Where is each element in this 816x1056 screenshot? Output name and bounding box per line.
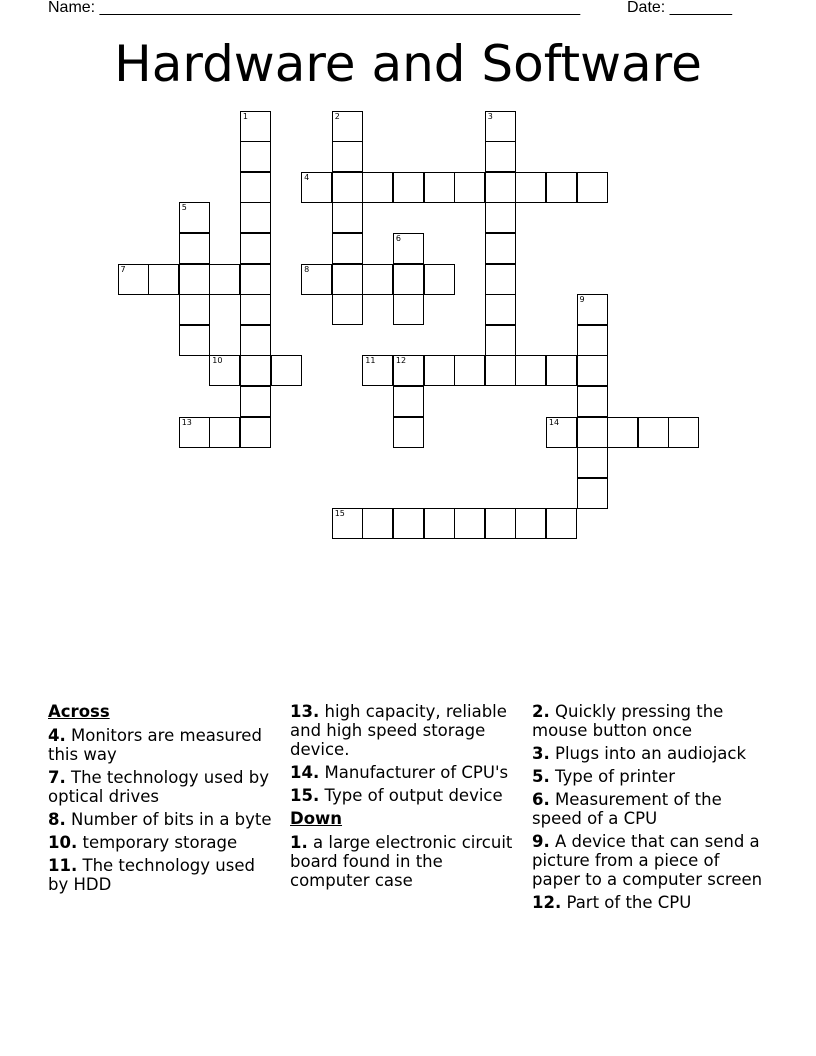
clue-number-label: 12: [395, 356, 407, 366]
down-clue-12: [532, 893, 764, 912]
crossword-cell[interactable]: [454, 355, 485, 386]
crossword-cell[interactable]: [577, 447, 608, 478]
crossword-cell[interactable]: [362, 172, 393, 203]
crossword-cell[interactable]: [332, 141, 363, 172]
clue-number-label: 3: [487, 111, 493, 121]
crossword-cell[interactable]: [577, 325, 608, 356]
crossword-cell[interactable]: [577, 386, 608, 417]
crossword-cell[interactable]: [485, 264, 516, 295]
crossword-cell[interactable]: [454, 508, 485, 539]
crossword-cell[interactable]: [577, 355, 608, 386]
crossword-cell[interactable]: [485, 508, 516, 539]
crossword-cell[interactable]: [393, 508, 424, 539]
clue-text: The technology used by optical drives: [48, 768, 269, 806]
clue-number: 8.: [48, 810, 66, 829]
clue-text: Type of printer: [555, 767, 675, 786]
down-clue-3: [532, 744, 764, 763]
clue-text: A device that can send a picture from a piece of paper to a computer screen: [532, 832, 763, 889]
clues-column-2: [290, 702, 522, 894]
clues-column-3: [532, 702, 764, 916]
crossword-cell[interactable]: [485, 355, 516, 386]
crossword-cell[interactable]: [332, 264, 363, 295]
crossword-cell[interactable]: [362, 355, 393, 386]
crossword-cell[interactable]: [577, 294, 608, 325]
crossword-cell[interactable]: [546, 355, 577, 386]
crossword-cell[interactable]: [546, 172, 577, 203]
crossword-cell[interactable]: [638, 417, 669, 448]
crossword-cell[interactable]: [240, 294, 271, 325]
clue-number-label: 13: [181, 417, 192, 427]
clue-text: Type of output device: [324, 786, 503, 805]
clue-number-label: 11: [365, 356, 376, 366]
crossword-cell[interactable]: [485, 202, 516, 233]
crossword-cell[interactable]: [424, 355, 455, 386]
clue-number: 6.: [532, 790, 550, 809]
name-field[interactable]: Name: ______________________________________________________: [48, 0, 581, 16]
crossword-cell[interactable]: [485, 325, 516, 356]
crossword-cell[interactable]: [209, 417, 240, 448]
crossword-cell[interactable]: [515, 508, 546, 539]
crossword-cell[interactable]: [148, 264, 179, 295]
page-title: Hardware and Software: [114, 35, 702, 93]
clue-number-label: 1: [242, 111, 248, 121]
clue-number-label: 15: [334, 509, 345, 519]
crossword-cell[interactable]: [424, 508, 455, 539]
clue-number-label: 14: [548, 417, 560, 427]
crossword-cell[interactable]: [179, 325, 210, 356]
date-field[interactable]: Date: _______: [627, 0, 732, 16]
crossword-cell[interactable]: [424, 172, 455, 203]
crossword-cell[interactable]: [393, 233, 424, 264]
crossword-cell[interactable]: [332, 508, 363, 539]
down-clue-1: [290, 833, 522, 890]
clue-number: 9.: [532, 832, 550, 851]
crossword-cell[interactable]: [485, 172, 516, 203]
clue-text: Part of the CPU: [566, 893, 692, 912]
crossword-cell[interactable]: [607, 417, 638, 448]
down-clue-6: [532, 790, 764, 828]
crossword-cell[interactable]: [240, 141, 271, 172]
clue-number-label: 7: [120, 264, 126, 274]
clue-number: 12.: [532, 893, 562, 912]
crossword-cell[interactable]: [240, 111, 271, 142]
clue-number: 4.: [48, 726, 66, 745]
crossword-cell[interactable]: [424, 264, 455, 295]
crossword-cell[interactable]: [332, 294, 363, 325]
clue-text: Number of bits in a byte: [71, 810, 272, 829]
crossword-cell[interactable]: [179, 264, 210, 295]
down-heading: Down: [290, 809, 343, 828]
crossword-cell[interactable]: [332, 111, 363, 142]
down-clue-2: [532, 702, 764, 740]
crossword-cell[interactable]: [332, 202, 363, 233]
clue-text: Manufacturer of CPU's: [324, 763, 509, 782]
crossword-cell[interactable]: [179, 233, 210, 264]
crossword-cell[interactable]: [546, 417, 577, 448]
clue-number-label: 6: [395, 234, 401, 243]
crossword-cell[interactable]: [577, 172, 608, 203]
crossword-cell[interactable]: [240, 386, 271, 417]
clue-number: 2.: [532, 702, 550, 721]
crossword-cell[interactable]: [240, 325, 271, 356]
crossword-cell[interactable]: [362, 508, 393, 539]
clue-number: 5.: [532, 767, 550, 786]
crossword-cell[interactable]: [240, 417, 271, 448]
clue-number: 13.: [290, 702, 320, 721]
clue-text: Plugs into an audiojack: [555, 744, 747, 763]
clue-text: temporary storage: [82, 833, 238, 852]
clue-number: 1.: [290, 833, 308, 852]
crossword-cell[interactable]: [362, 264, 393, 295]
clue-number-label: 2: [334, 111, 340, 121]
crossword-cell[interactable]: [546, 508, 577, 539]
crossword-cell[interactable]: [668, 417, 699, 448]
crossword-cell[interactable]: [240, 172, 271, 203]
crossword-cell[interactable]: [271, 355, 302, 386]
crossword-cell[interactable]: [179, 202, 210, 233]
clue-number: 15.: [290, 786, 320, 805]
crossword-cell[interactable]: [240, 233, 271, 264]
crossword-cell[interactable]: [515, 172, 546, 203]
clue-text: Measurement of the speed of a CPU: [532, 790, 722, 828]
crossword-cell[interactable]: [209, 355, 240, 386]
across-heading: Across: [48, 702, 110, 721]
clue-text: a large electronic circuit board found in the computer case: [290, 833, 513, 890]
down-clue-5: [532, 767, 764, 786]
crossword-cell[interactable]: [332, 172, 363, 203]
crossword-cell[interactable]: [577, 478, 608, 509]
clue-number: 11.: [48, 856, 78, 875]
crossword-cell[interactable]: [179, 417, 210, 448]
crossword-cell[interactable]: [485, 294, 516, 325]
clue-text: The technology used by HDD: [48, 856, 255, 894]
across-clue-14: [290, 763, 522, 782]
crossword-cell[interactable]: [485, 233, 516, 264]
crossword-cell[interactable]: [240, 355, 271, 386]
crossword-cell[interactable]: [454, 172, 485, 203]
clue-number-label: 4: [304, 172, 310, 182]
crossword-cell[interactable]: [209, 264, 240, 295]
crossword-cell[interactable]: [240, 264, 271, 295]
crossword-cell[interactable]: [393, 294, 424, 325]
crossword-cell[interactable]: [577, 417, 608, 448]
clue-text: Quickly pressing the mouse button once: [532, 702, 724, 740]
crossword-cell[interactable]: [485, 141, 516, 172]
across-clue-11: [48, 856, 280, 894]
clue-text: high capacity, reliable and high speed storage device.: [290, 702, 507, 759]
across-clue-8: [48, 810, 280, 829]
crossword-cell[interactable]: [301, 264, 332, 295]
clue-number-label: 9: [579, 295, 585, 305]
crossword-cell[interactable]: [179, 294, 210, 325]
across-clue-7: [48, 768, 280, 806]
crossword-cell[interactable]: [393, 172, 424, 203]
clue-number-label: 10: [212, 356, 223, 366]
crossword-cell[interactable]: [485, 111, 516, 142]
crossword-cell[interactable]: [118, 264, 149, 295]
crossword-cell[interactable]: [240, 202, 271, 233]
crossword-cell[interactable]: [393, 264, 424, 295]
clue-number-label: 5: [181, 203, 187, 213]
across-clue-10: [48, 833, 280, 852]
crossword-cell[interactable]: [393, 355, 424, 386]
down-clue-9: [532, 832, 764, 889]
clues-column-1: [48, 702, 280, 898]
clue-number: 14.: [290, 763, 320, 782]
clue-number: 7.: [48, 768, 66, 787]
clue-number: 3.: [532, 744, 550, 763]
crossword-cell[interactable]: [393, 417, 424, 448]
clue-number: 10.: [48, 833, 78, 852]
crossword-cell[interactable]: [515, 355, 546, 386]
across-clue-13: [290, 702, 522, 759]
clue-number-label: 8: [304, 264, 310, 274]
across-clue-15: [290, 786, 522, 805]
clue-text: Monitors are measured this way: [48, 726, 262, 764]
across-clue-4: [48, 726, 280, 764]
crossword-cell[interactable]: [301, 172, 332, 203]
crossword-cell[interactable]: [393, 386, 424, 417]
crossword-cell[interactable]: [332, 233, 363, 264]
